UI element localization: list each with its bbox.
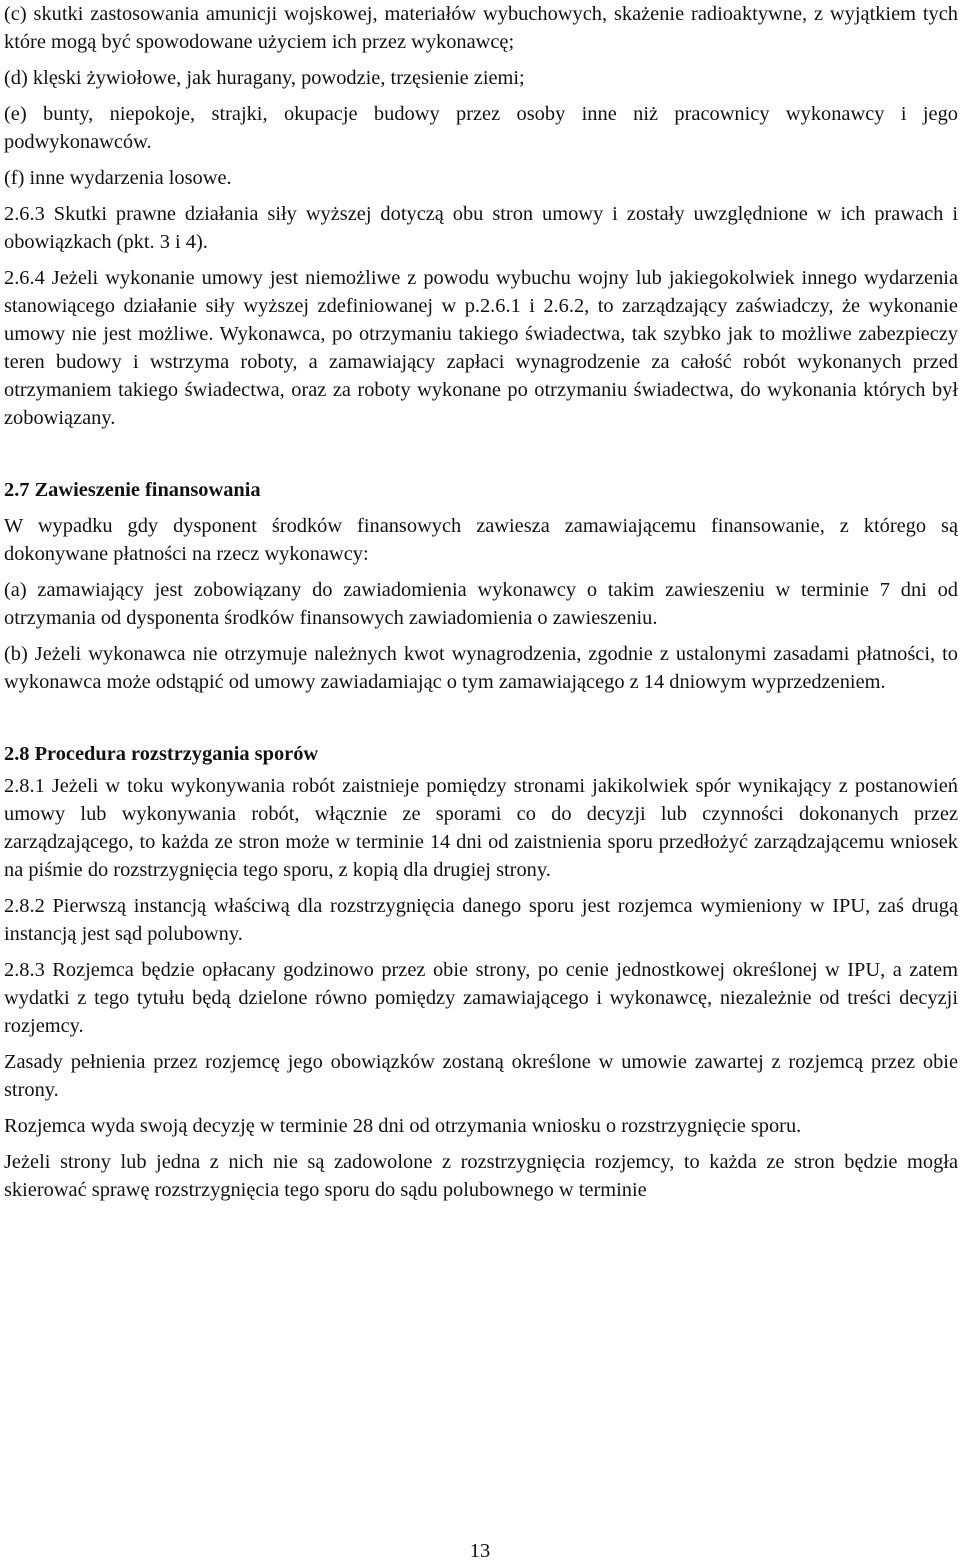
paragraph-d: (d) klęski żywiołowe, jak huragany, powodzie, trzęsienie ziemi; [4, 67, 525, 89]
paragraph-2-7-b: (b) Jeżeli wykonawca nie otrzymuje należnych kwot wynagrodzenia, zgodnie z ustalonymi zasadami płatności, to wykonawca może odstąpić od umowy zawiadamiając o tym zamawiającego z 14 dniowym wyprzedzeniem. [4, 643, 958, 693]
section-heading-2-7: 2.7 Zawieszenie finansowania [4, 479, 261, 501]
paragraph-sad-polubowny: Jeżeli strony lub jedna z nich nie są zadowolone z rozstrzygnięcia rozjemcy, to każda ze stron będzie mogła skierować sprawę rozstrzygnięcia tego sporu do sądu polubownego w terminie [4, 1151, 958, 1201]
paragraph-2-8-3: 2.8.3 Rozjemca będzie opłacany godzinowo przez obie strony, po cenie jednostkowej określonej w IPU, a zatem wydatki z tego tytułu będą dzielone równo pomiędzy zamawiającego i wykonawcę, niezależnie od treści decyzji rozjemcy. [4, 959, 958, 1037]
paragraph-2-7-intro: W wypadku gdy dysponent środków finansowych zawiesza zamawiającemu finansowanie, z którego są dokonywane płatności na rzecz wykonawcy: [4, 515, 958, 565]
paragraph-rozjemca-decyzja: Rozjemca wyda swoją decyzję w terminie 28 dni od otrzymania wniosku o rozstrzygnięcie sporu. [4, 1115, 802, 1137]
paragraph-2-6-3: 2.6.3 Skutki prawne działania siły wyższej dotyczą obu stron umowy i zostały uwzględnione w ich prawach i obowiązkach (pkt. 3 i 4). [4, 203, 958, 253]
paragraph-2-8-2: 2.8.2 Pierwszą instancją właściwą dla rozstrzygnięcia danego sporu jest rozjemca wymieniony w IPU, zaś drugą instancją jest sąd polubowny. [4, 895, 958, 945]
paragraph-e: (e) bunty, niepokoje, strajki, okupacje budowy przez osoby inne niż pracownicy wykonawcy i jego podwykonawców. [4, 103, 958, 153]
paragraph-2-6-4: 2.6.4 Jeżeli wykonanie umowy jest niemożliwe z powodu wybuchu wojny lub jakiegokolwiek innego wydarzenia stanowiącego działanie siły wyższej zdefiniowanej w p.2.6.1 i 2.6.2, to zarządzający zaświadczy, że wykonanie umowy nie jest możliwe. Wykonawca, po otrzymaniu takiego świadectwa, tak szybko jak to możliwe zabezpieczy teren budowy i wstrzyma roboty, a zamawiający zapłaci wynagrodzenie za całość robót wykonanych przed otrzymaniem takiego świadectwa, oraz za roboty wykonane po otrzymaniu świadectwa, do wykonania których był zobowiązany. [4, 267, 958, 429]
paragraph-rozjemca-zasady: Zasady pełnienia przez rozjemcę jego obowiązków zostaną określone w umowie zawartej z rozjemcą przez obie strony. [4, 1051, 958, 1101]
page-content [4, 0, 958, 1212]
paragraph-2-7-a: (a) zamawiający jest zobowiązany do zawiadomienia wykonawcy o takim zawieszeniu w terminie 7 dni od otrzymania od dysponenta środków finansowych zawiadomienia o zawieszeniu. [4, 579, 958, 629]
section-heading-2-8: 2.8 Procedura rozstrzygania sporów [4, 743, 319, 765]
paragraph-c: (c) skutki zastosowania amunicji wojskowej, materiałów wybuchowych, skażenie radioaktywne, z wyjątkiem tych które mogą być spowodowane użyciem ich przez wykonawcę; [4, 3, 958, 53]
paragraph-2-8-1: 2.8.1 Jeżeli w toku wykonywania robót zaistnieje pomiędzy stronami jakikolwiek spór wynikający z postanowień umowy lub wykonywania robót, włącznie ze sporami co do decyzji lub czynności dokonanych przez zarządzającego, to każda ze stron może w terminie 14 dni od zaistnienia sporu przedłożyć zarządzającemu wniosek na piśmie do rozstrzygnięcia tego sporu, z kopią dla drugiej strony. [4, 775, 958, 881]
page-number: 13 [469, 1540, 491, 1562]
paragraph-f: (f) inne wydarzenia losowe. [4, 167, 232, 189]
